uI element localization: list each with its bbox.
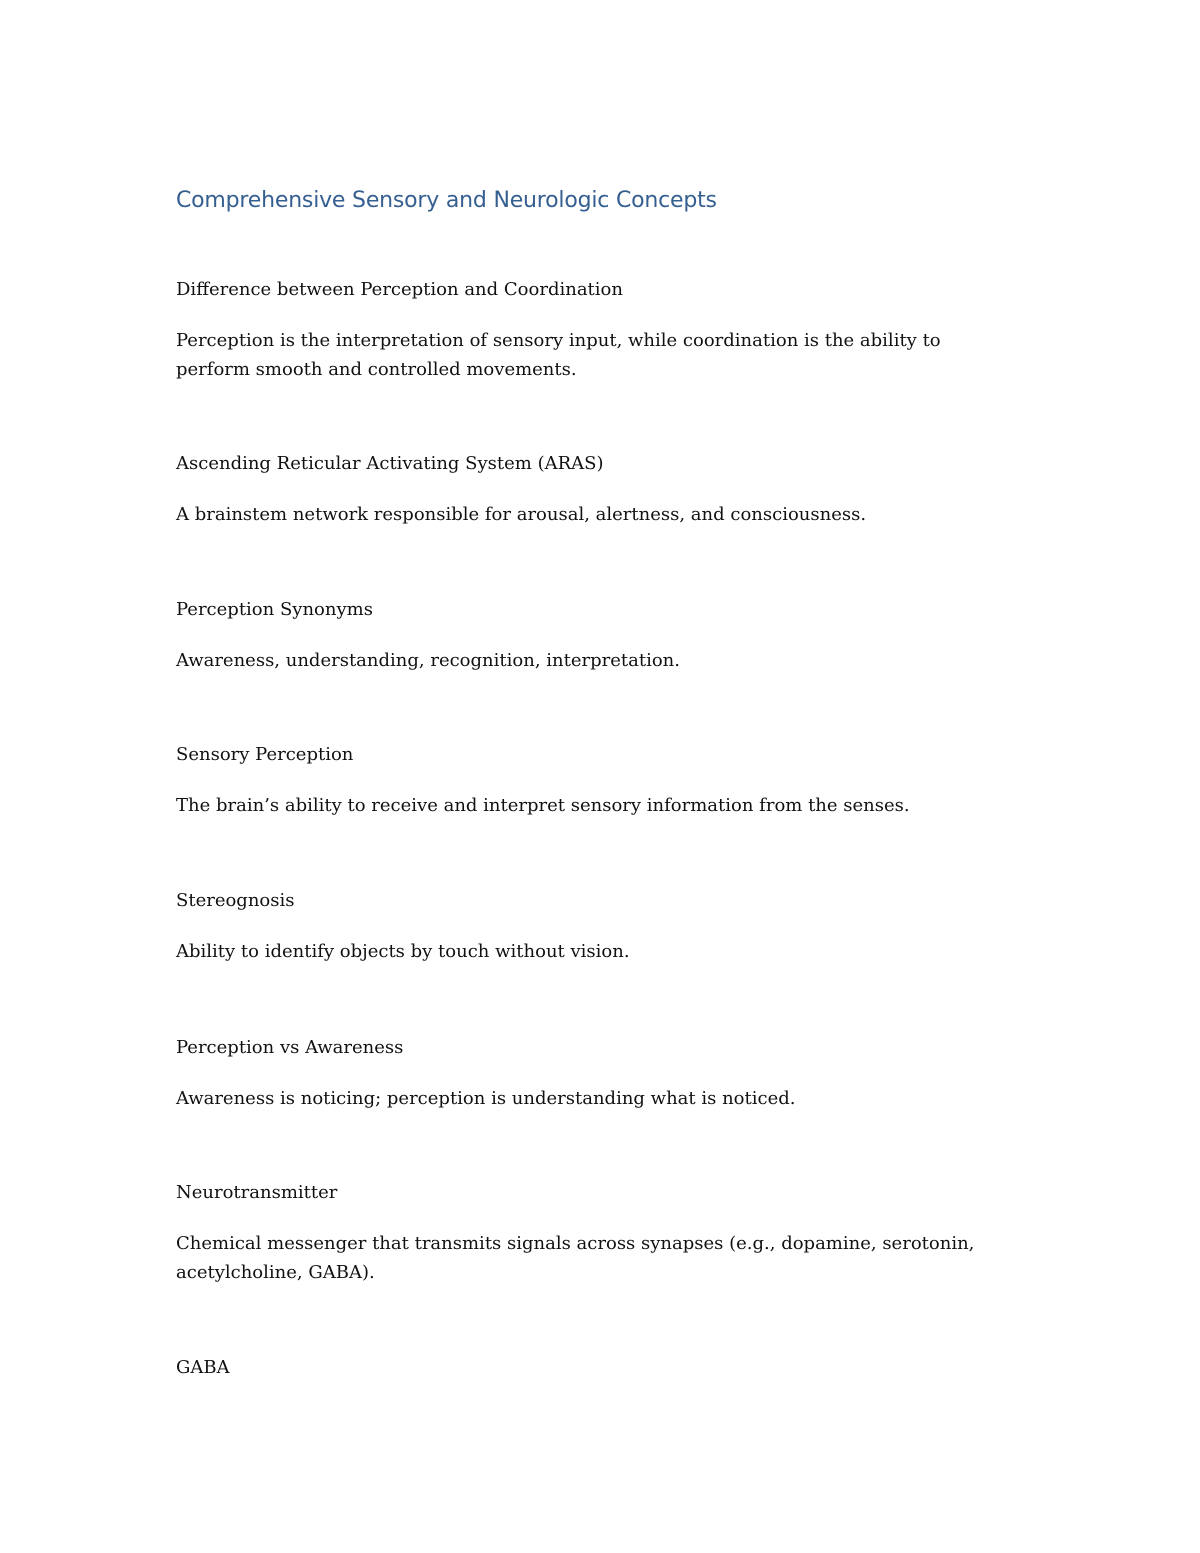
section-text: Perception is the interpretation of sensory input, while coordination is the ability to perform smooth and controlled movements. xyxy=(176,330,941,380)
section-neurotransmitter xyxy=(176,1181,996,1287)
section-aras xyxy=(176,452,996,529)
section-text: Chemical messenger that transmits signals across synapses (e.g., dopamine, serotonin, acetylcholine, GABA). xyxy=(176,1233,975,1283)
section-heading: Stereognosis xyxy=(176,890,295,911)
section-heading: Difference between Perception and Coordination xyxy=(176,279,623,300)
section-heading: Sensory Perception xyxy=(176,744,354,765)
section-text: Ability to identify objects by touch without vision. xyxy=(176,941,630,962)
section-gaba xyxy=(176,1356,996,1380)
section-perception-vs-awareness xyxy=(176,1036,996,1113)
section-text: Awareness, understanding, recognition, interpretation. xyxy=(176,650,680,671)
section-perception-coordination xyxy=(176,278,996,384)
section-stereognosis xyxy=(176,889,996,966)
section-heading: Perception vs Awareness xyxy=(176,1037,404,1058)
section-heading: Neurotransmitter xyxy=(176,1182,338,1203)
section-perception-synonyms xyxy=(176,598,996,675)
section-heading: Ascending Reticular Activating System (ARAS) xyxy=(176,453,604,474)
section-heading: GABA xyxy=(176,1357,230,1378)
section-text: The brain’s ability to receive and interpret sensory information from the senses. xyxy=(176,795,910,816)
section-sensory-perception xyxy=(176,743,996,820)
section-heading: Perception Synonyms xyxy=(176,599,373,620)
section-text: A brainstem network responsible for arousal, alertness, and consciousness. xyxy=(176,504,867,525)
page-title: Comprehensive Sensory and Neurologic Concepts xyxy=(176,188,717,213)
section-text: Awareness is noticing; perception is understanding what is noticed. xyxy=(176,1088,796,1109)
